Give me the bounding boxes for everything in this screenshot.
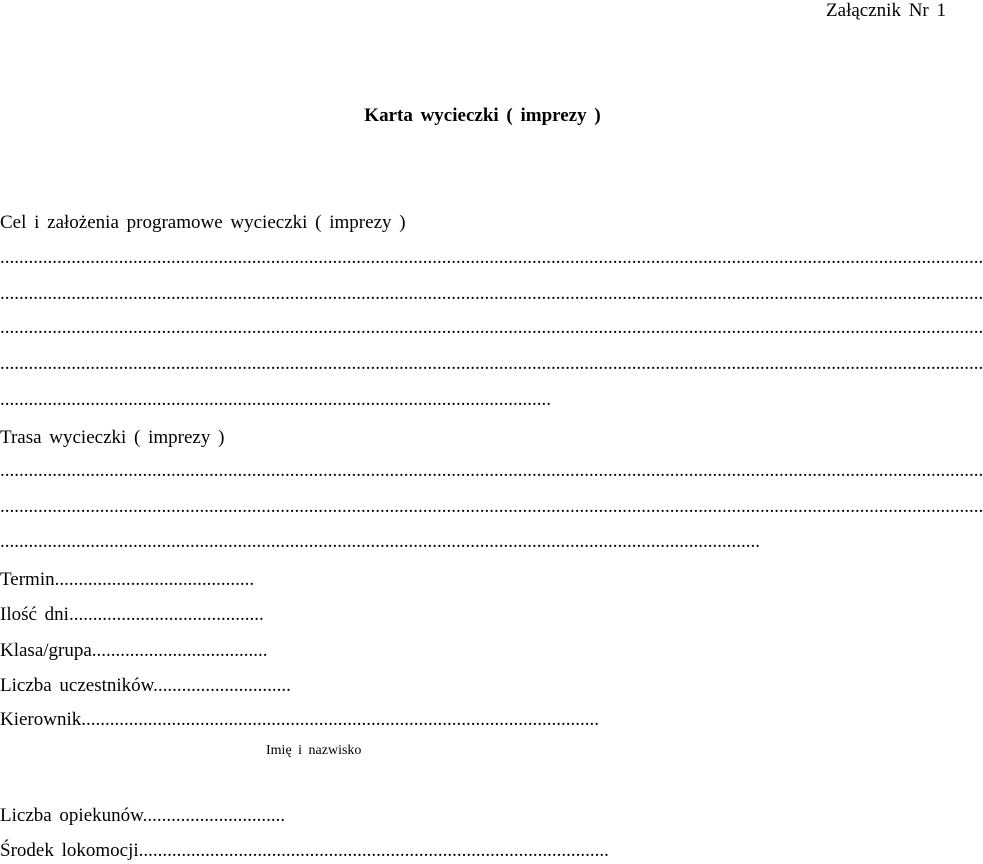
annex-number: Załącznik Nr 1 [826, 0, 946, 21]
goals-line-3: ............................................................................................................................................................................................................... [0, 317, 983, 338]
route-line-3: ................................................................................................................................................................ [0, 531, 760, 552]
leader-name-caption: Imię i nazwisko [266, 743, 362, 758]
route-line-2: ............................................................................................................................................................................................................... [0, 496, 983, 517]
students-count-field: Liczba uczestników............................. [0, 675, 291, 696]
days-field: Ilość dni......................................... [0, 604, 264, 625]
goals-line-4: ............................................................................................................................................................................................................... [0, 353, 983, 374]
route-line-1: ............................................................................................................................................................................................................... [0, 460, 983, 481]
document-title: Karta wycieczki ( imprezy ) [364, 105, 601, 126]
goals-line-2: ............................................................................................................................................................................................................... [0, 283, 983, 304]
guardians-count-field: Liczba opiekunów.............................. [0, 805, 286, 826]
transport-field: Środek lokomocji................................................................................................... [0, 840, 609, 861]
leader-field: Kierownik............................................................................................................. [0, 709, 600, 730]
class-group-field: Klasa/grupa..................................... [0, 640, 268, 661]
goals-line-5: .................................................................................................................... [0, 389, 551, 410]
goals-line-1: ............................................................................................................................................................................................................... [0, 247, 983, 268]
route-label: Trasa wycieczki ( imprezy ) [0, 427, 225, 448]
term-field: Termin.......................................... [0, 569, 255, 590]
goals-label: Cel i założenia programowe wycieczki ( imprezy ) [0, 212, 406, 233]
